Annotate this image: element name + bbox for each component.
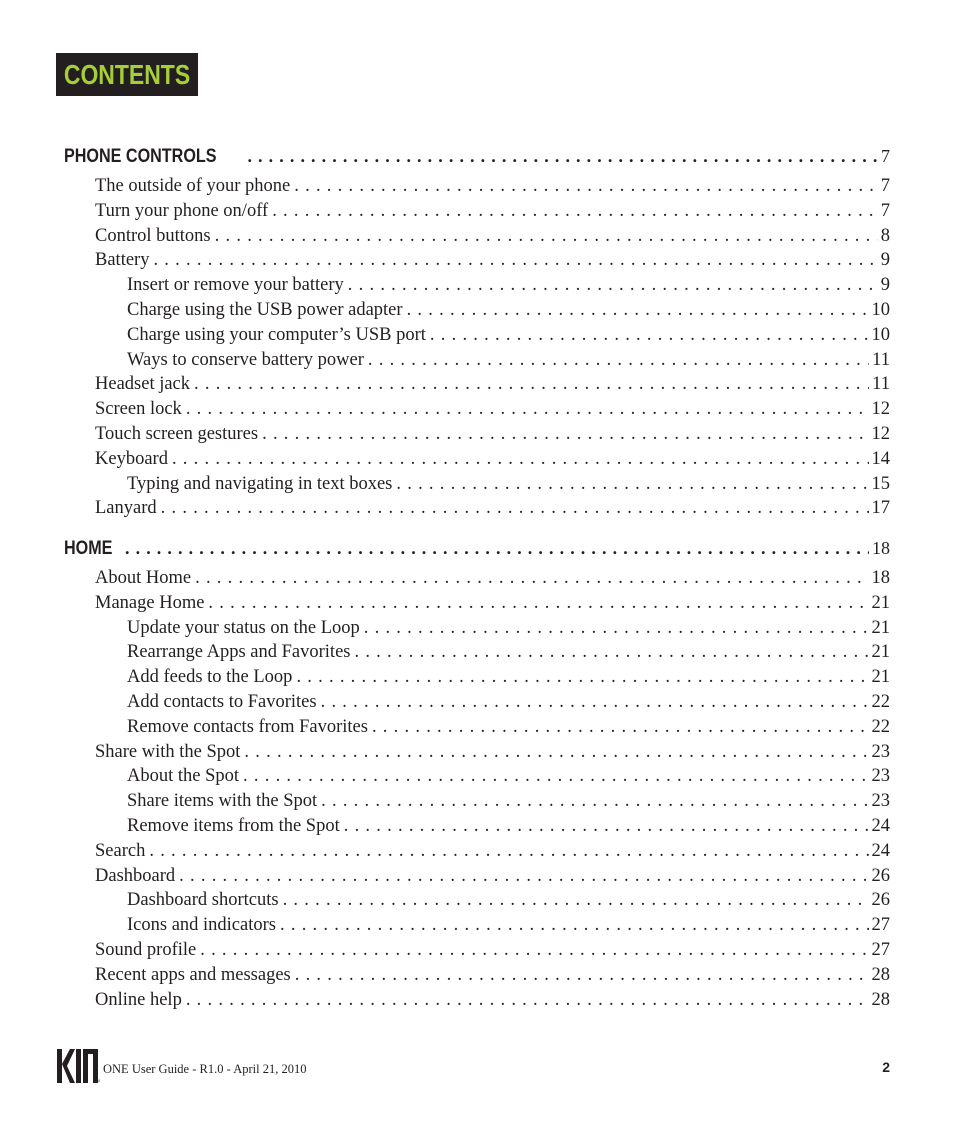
toc-entry[interactable] (95, 374, 890, 395)
entry-label: About Home (95, 568, 192, 588)
entry-page-number: 27 (871, 915, 890, 936)
entry-page-number: 10 (871, 324, 890, 345)
entry-label: Remove items from the Spot (127, 816, 340, 836)
entry-label: Online help (95, 989, 182, 1010)
toc-entry[interactable] (95, 866, 890, 887)
dot-leader (407, 300, 869, 321)
dot-leader (149, 841, 868, 862)
entry-label: Search (95, 840, 146, 861)
entry-label: Headset jack (95, 374, 191, 395)
dot-leader (283, 890, 869, 911)
toc-entry[interactable] (95, 399, 890, 420)
entry-page-number: 18 (871, 568, 890, 588)
section-heading-label: HOME (64, 538, 113, 559)
toc-entry[interactable] (95, 841, 890, 862)
dot-leader (179, 866, 868, 887)
toc-subentry[interactable] (127, 618, 890, 639)
footer-guide-text: ONE User Guide - R1.0 - April 21, 2010 (103, 1062, 307, 1076)
toc-subentry[interactable] (127, 791, 890, 812)
toc-subentry[interactable] (127, 717, 890, 738)
entry-page-number: 24 (871, 840, 890, 861)
dot-leader (153, 250, 877, 271)
dot-leader (262, 424, 868, 445)
dot-leader (368, 350, 869, 371)
section-page-number: 18 (872, 538, 890, 558)
entry-page-number: 7 (880, 176, 890, 196)
entry-page-number: 28 (871, 989, 890, 1010)
entry-label: Charge using your computer’s USB port (127, 324, 426, 345)
dot-leader (194, 374, 869, 395)
dot-leader (348, 275, 878, 296)
toc-entry[interactable] (95, 965, 890, 986)
dot-leader (344, 816, 869, 837)
entry-label: Update your status on the Loop (127, 617, 360, 638)
toc-entry[interactable] (95, 226, 890, 247)
toc-subentry[interactable] (127, 275, 890, 296)
dot-leader (272, 201, 878, 222)
contents-title-box (56, 53, 198, 96)
entry-label: Dashboard shortcuts (127, 890, 279, 911)
toc-subentry[interactable] (127, 667, 890, 688)
entry-label: Battery (95, 250, 150, 271)
section-heading[interactable] (64, 538, 890, 560)
entry-page-number: 12 (871, 424, 890, 444)
entry-page-number: 22 (871, 716, 890, 737)
toc-entry[interactable] (95, 449, 890, 470)
kin-logo-icon (57, 1049, 103, 1083)
toc-entry[interactable] (95, 940, 890, 961)
entry-label: Icons and indicators (127, 915, 276, 936)
toc-subentry[interactable] (127, 325, 890, 346)
toc-entry[interactable] (95, 176, 890, 197)
dot-leader (243, 766, 868, 787)
entry-label: Remove contacts from Favorites (127, 716, 368, 737)
toc-subentry[interactable] (127, 915, 890, 936)
entry-page-number: 9 (880, 250, 890, 271)
entry-page-number: 26 (871, 890, 890, 911)
entry-page-number: 9 (880, 275, 890, 296)
dot-leader (244, 742, 868, 763)
section-heading-label: PHONE CONTROLS (64, 146, 217, 167)
entry-label: Charge using the USB power adapter (127, 300, 403, 320)
entry-page-number: 21 (871, 642, 890, 663)
entry-label: Typing and navigating in text boxes (127, 473, 393, 494)
entry-label: The outside of your phone (95, 176, 291, 196)
dot-leader (161, 498, 869, 519)
dot-leader (172, 449, 869, 470)
toc-subentry[interactable] (127, 692, 890, 713)
entry-page-number: 12 (871, 399, 890, 420)
dot-leader (125, 538, 869, 559)
dot-leader (208, 593, 868, 614)
entry-label: Insert or remove your battery (127, 275, 344, 296)
entry-page-number: 28 (871, 964, 890, 985)
page-title: CONTENTS (63, 58, 191, 90)
toc-subentry[interactable] (127, 766, 890, 787)
entry-label: Manage Home (95, 592, 205, 613)
entry-label: Screen lock (95, 399, 182, 420)
entry-label: About the Spot (127, 766, 240, 787)
entry-page-number: 23 (871, 741, 890, 762)
toc-entry[interactable] (95, 201, 890, 222)
toc-subentry[interactable] (127, 890, 890, 911)
entry-label: Add contacts to Favorites (127, 692, 317, 712)
page-number: 2 (882, 1059, 890, 1075)
entry-page-number: 8 (880, 225, 890, 246)
entry-page-number: 11 (872, 374, 890, 395)
toc-subentry[interactable] (127, 816, 890, 837)
toc-entry[interactable] (95, 568, 890, 589)
entry-label: Touch screen gestures (95, 424, 259, 444)
trademark-mark: TM (94, 1078, 100, 1083)
toc-subentry[interactable] (127, 474, 890, 495)
toc-subentry[interactable] (127, 350, 890, 371)
dot-leader (321, 791, 868, 812)
entry-label: Ways to conserve battery power (127, 349, 364, 370)
entry-page-number: 23 (871, 766, 890, 787)
entry-page-number: 27 (871, 940, 890, 960)
dot-leader (354, 642, 868, 663)
dot-leader (247, 146, 878, 167)
entry-page-number: 21 (871, 667, 890, 688)
dot-leader (186, 990, 869, 1011)
entry-page-number: 24 (871, 816, 890, 836)
section-heading[interactable] (64, 146, 890, 168)
dot-leader (295, 965, 869, 986)
entry-page-number: 7 (880, 200, 890, 221)
dot-leader (186, 399, 869, 420)
entry-page-number: 22 (871, 692, 890, 712)
dot-leader (294, 176, 878, 197)
entry-page-number: 21 (871, 592, 890, 613)
entry-page-number: 21 (871, 617, 890, 638)
entry-label: Turn your phone on/off (95, 200, 269, 221)
entry-label: Add feeds to the Loop (127, 667, 293, 688)
entry-page-number: 17 (871, 498, 890, 519)
toc-entry[interactable] (95, 498, 890, 519)
entry-label: Share with the Spot (95, 741, 241, 762)
toc-entry[interactable] (95, 424, 890, 445)
entry-label: Dashboard (95, 865, 176, 886)
dot-leader (296, 667, 868, 688)
dot-leader (372, 717, 869, 738)
entry-page-number: 10 (871, 300, 890, 320)
entry-page-number: 23 (871, 791, 890, 812)
dot-leader (396, 474, 868, 495)
dot-leader (280, 915, 869, 936)
dot-leader (200, 940, 868, 961)
entry-label: Rearrange Apps and Favorites (127, 642, 351, 663)
dot-leader (430, 325, 869, 346)
section-page-number: 7 (881, 146, 890, 166)
dot-leader (364, 618, 869, 639)
toc-subentry[interactable] (127, 642, 890, 663)
entry-page-number: 15 (871, 473, 890, 494)
entry-label: Share items with the Spot (127, 791, 318, 812)
toc-entry[interactable] (95, 250, 890, 271)
toc-entry[interactable] (95, 990, 890, 1011)
entry-label: Keyboard (95, 448, 168, 469)
entry-label: Recent apps and messages (95, 964, 291, 985)
entry-label: Control buttons (95, 225, 211, 246)
toc-entry[interactable] (95, 593, 890, 614)
dot-leader (215, 226, 878, 247)
entry-page-number: 11 (872, 349, 890, 370)
entry-page-number: 14 (871, 448, 890, 469)
entry-label: Sound profile (95, 940, 197, 960)
entry-label: Lanyard (95, 498, 157, 519)
dot-leader (195, 568, 868, 589)
toc-entry[interactable] (95, 742, 890, 763)
entry-page-number: 26 (871, 865, 890, 886)
dot-leader (321, 692, 869, 713)
toc-subentry[interactable] (127, 300, 890, 321)
